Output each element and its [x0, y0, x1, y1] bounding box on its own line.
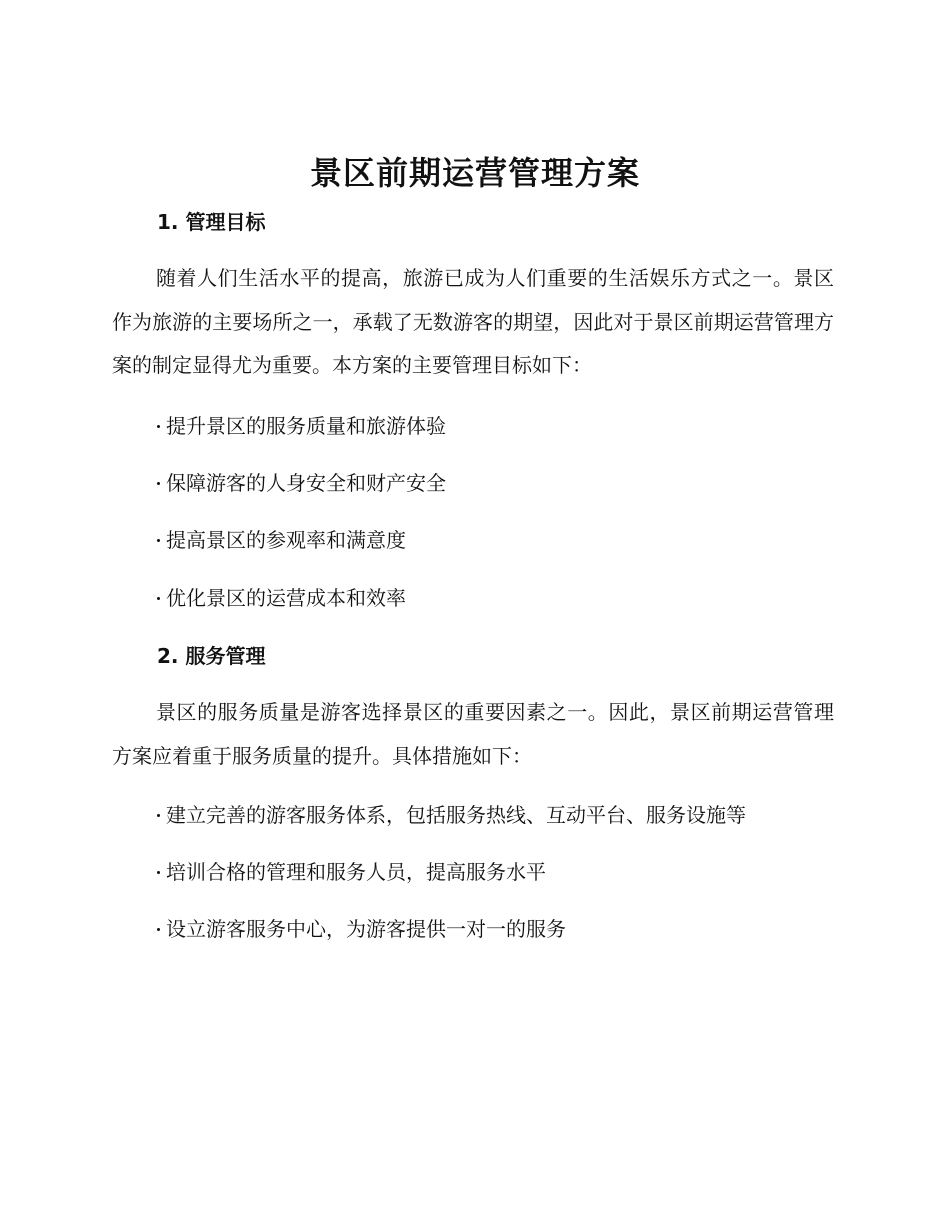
- bullet-dot-icon: [157, 871, 160, 874]
- document-title: 景区前期运营管理方案: [309, 154, 640, 192]
- section-heading-service-management: 2. 服务管理: [157, 644, 266, 668]
- bullet-dot-icon: [157, 425, 160, 428]
- bullet-dot-icon: [157, 539, 160, 542]
- list-item: 优化景区的运营成本和效率: [157, 583, 406, 613]
- list-item: 设立游客服务中心，为游客提供一对一的服务: [157, 914, 566, 944]
- list-item: 提高景区的参观率和满意度: [157, 525, 406, 555]
- list-item: 提升景区的服务质量和旅游体验: [157, 411, 446, 441]
- section-paragraph-service-management: 景区的服务质量是游客选择景区的重要因素之一。因此，景区前期运营管理方案应着重于服务质量的提升。具体措施如下：: [112, 700, 834, 768]
- bullet-dot-icon: [157, 928, 160, 931]
- bullet-dot-icon: [157, 814, 160, 817]
- bullet-dot-icon: [157, 597, 160, 600]
- list-item: 建立完善的游客服务体系，包括服务热线、互动平台、服务设施等: [157, 800, 746, 830]
- list-item: 培训合格的管理和服务人员，提高服务水平: [157, 857, 546, 887]
- section-heading-management-goals: 1. 管理目标: [157, 210, 266, 234]
- section-paragraph-management-goals: 随着人们生活水平的提高，旅游已成为人们重要的生活娱乐方式之一。景区作为旅游的主要场所之一，承载了无数游客的期望，因此对于景区前期运营管理方案的制定显得尤为重要。本方案的主要管理目标如下：: [112, 266, 834, 377]
- bullet-dot-icon: [157, 482, 160, 485]
- list-item: 保障游客的人身安全和财产安全: [157, 468, 446, 498]
